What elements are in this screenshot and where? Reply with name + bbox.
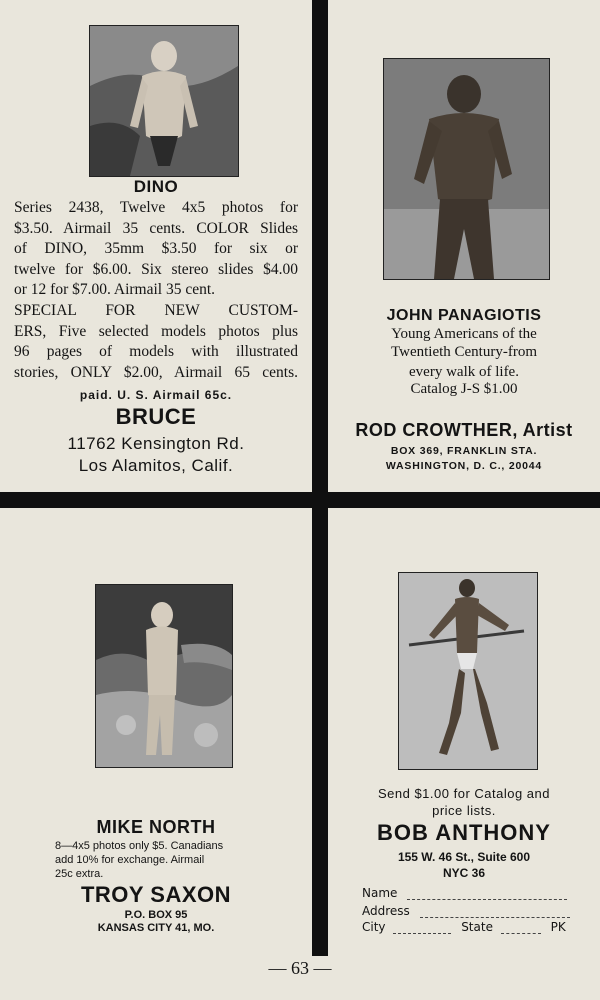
photo-dino — [89, 25, 239, 177]
mike-desc-line1: 8—4x5 photos only $5. Canadians — [55, 840, 224, 852]
photo-john-panagiotis — [383, 58, 550, 280]
dino-text-line: or 12 for $7.00. Airmail 35 cent. — [14, 281, 216, 299]
john-desc-line2: Twentieth Century-from — [391, 344, 537, 360]
postage-note: paid. U. S. Airmail 65c. — [79, 388, 233, 402]
troy-address-line2: KANSAS CITY 41, MO. — [97, 922, 215, 934]
state-field[interactable] — [501, 923, 541, 934]
company-bruce: BRUCE — [115, 404, 197, 429]
horizontal-divider — [0, 492, 600, 508]
dino-text-line: $3.50. Airmail 35 cents. COLOR Slides — [14, 219, 298, 237]
photo-mike-north — [95, 584, 233, 768]
dino-text-line: ERS, Five selected models photos plus — [14, 322, 298, 340]
bruce-address-line2: Los Alamitos, Calif. — [78, 456, 234, 475]
pk-label: PK — [550, 920, 566, 934]
john-catalog: Catalog J-S $1.00 — [410, 381, 518, 397]
order-form-address-row — [362, 904, 592, 918]
bob-address-line1: 155 W. 46 St., Suite 600 — [397, 850, 531, 864]
model-name-dino: DINO — [133, 177, 179, 196]
city-label: City — [362, 920, 386, 934]
dino-text-line: twelve for $6.00. Six stereo slides $4.00 — [14, 260, 298, 278]
address-label: Address — [362, 904, 410, 918]
name-label: Name — [362, 886, 398, 900]
company-troy-saxon: TROY SAXON — [80, 882, 232, 907]
troy-address-line1: P.O. BOX 95 — [124, 909, 188, 921]
bob-desc-line1: Send $1.00 for Catalog and — [377, 786, 550, 801]
address-field[interactable] — [420, 907, 570, 918]
dino-text-line: stories, ONLY $2.00, Airmail 65 cents. — [14, 363, 298, 381]
page-number: — 63 — — [268, 958, 332, 978]
ad-bruce — [0, 0, 312, 492]
dino-text-line: 96 pages of models with illustrated — [14, 343, 298, 361]
bob-address-line2: NYC 36 — [442, 866, 486, 880]
dino-text-line: SPECIAL FOR NEW CUSTOM- — [14, 301, 298, 319]
state-label: State — [461, 920, 493, 934]
model-name-john-panagiotis: JOHN PANAGIOTIS — [386, 307, 542, 324]
city-field[interactable] — [393, 923, 451, 934]
dino-text-line: of DINO, 35mm $3.50 for six or — [14, 240, 298, 258]
bob-desc-line2: price lists. — [432, 803, 496, 818]
model-name-mike-north: MIKE NORTH — [96, 817, 216, 837]
ad-rod-crowther — [328, 0, 600, 492]
dino-text-line: Series 2438, Twelve 4x5 photos for — [14, 199, 298, 216]
dino-description — [14, 198, 298, 383]
order-form-city-row — [362, 920, 592, 934]
company-bob-anthony: BOB ANTHONY — [377, 820, 551, 845]
mike-desc-line3: 25c extra. — [55, 868, 104, 880]
mike-desc-line2: add 10% for exchange. Airmail — [55, 854, 205, 866]
rod-address-line2: WASHINGTON, D. C., 20044 — [385, 460, 543, 472]
ad-troy-saxon — [0, 508, 312, 956]
rod-address-line1: BOX 369, FRANKLIN STA. — [390, 445, 538, 457]
bruce-address-line1: 11762 Kensington Rd. — [67, 434, 245, 453]
john-desc-line3: every walk of life. — [409, 364, 519, 380]
order-form-name-row — [362, 886, 592, 900]
company-rod-crowther: ROD CROWTHER, Artist — [355, 420, 573, 440]
name-field[interactable] — [407, 889, 567, 900]
photo-bob-anthony — [398, 572, 538, 770]
ad-bob-anthony — [328, 508, 600, 956]
vertical-divider — [312, 0, 328, 956]
john-desc-line1: Young Americans of the — [391, 326, 537, 342]
